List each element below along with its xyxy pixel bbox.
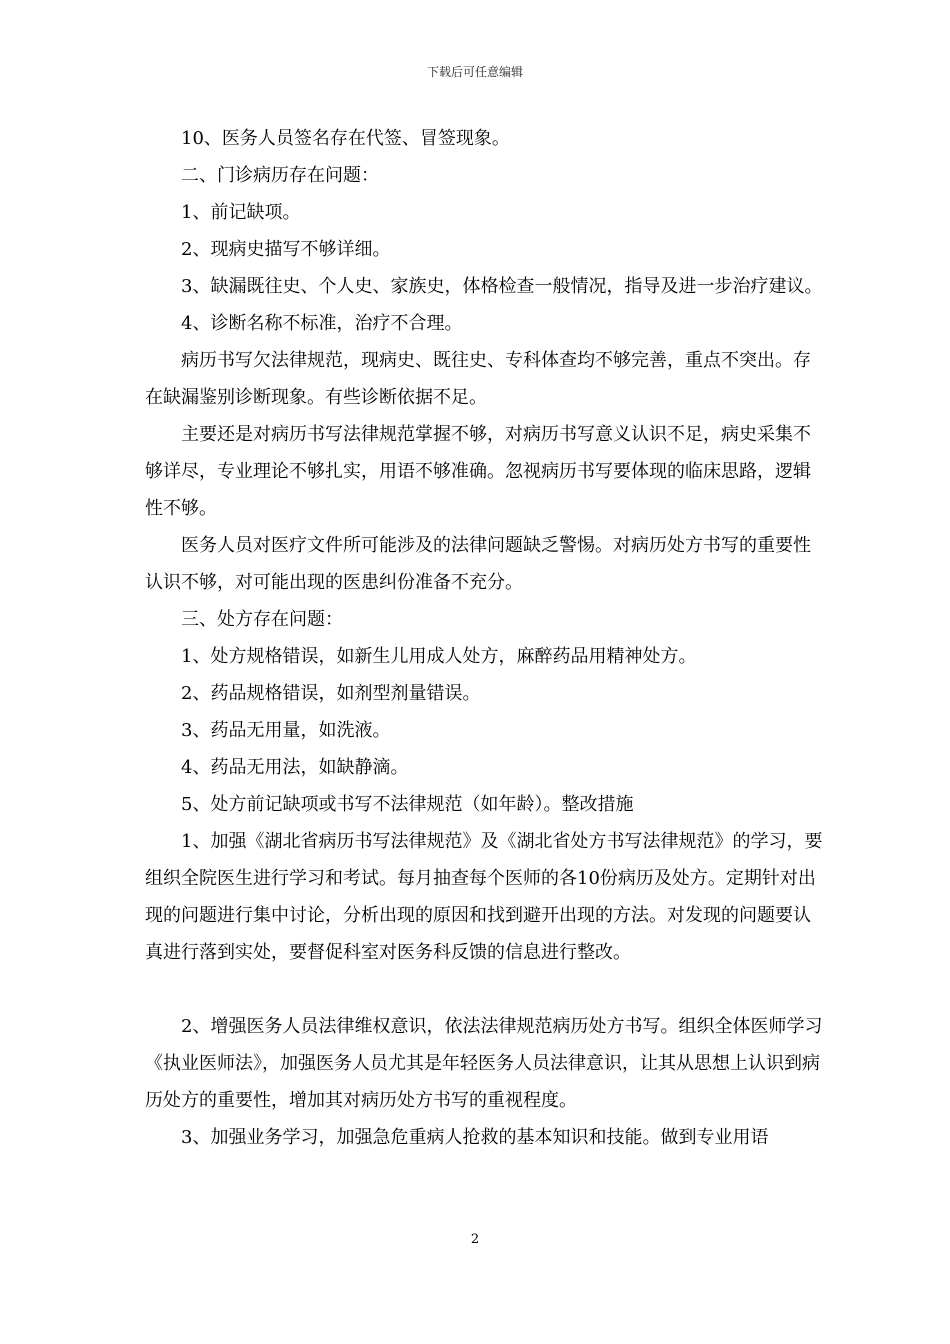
document-body — [145, 120, 825, 1156]
list-item: 3、药品无用量，如洗液。 — [181, 720, 391, 741]
list-item: 2、现病史描写不够详细。 — [181, 239, 391, 260]
measure-item: 2、增强医务人员法律维权意识，依法法律规范病历处方书写。组织全体医师学习《执业医师法》，加强医务人员尤其是年轻医务人员法律意识，让其从思想上认识到病历处方的重要性，增加其对病历处方书写的重视程度。 — [145, 1016, 823, 1111]
measure-item: 3、加强业务学习，加强急危重病人抢救的基本知识和技能。做到专业用语 — [181, 1127, 769, 1148]
list-item: 3、缺漏既往史、个人史、家族史，体格检查一般情况，指导及进一步治疗建议。 — [181, 276, 823, 297]
list-item: 5、处方前记缺项或书写不法律规范（如年龄）。整改措施 — [181, 794, 634, 815]
section-heading-outpatient: 二、门诊病历存在问题： — [181, 165, 379, 186]
list-item: 1、前记缺项。 — [181, 202, 301, 223]
page-number: 2 — [470, 1232, 480, 1247]
list-item: 4、诊断名称不标准，治疗不合理。 — [181, 313, 463, 334]
list-item: 2、药品规格错误，如剂型剂量错误。 — [181, 683, 481, 704]
list-item: 1、处方规格错误，如新生儿用成人处方，麻醉药品用精神处方。 — [181, 646, 697, 667]
paragraph-signature-issue: 10、医务人员签名存在代签、冒签现象。 — [181, 128, 510, 149]
list-item: 4、药品无用法，如缺静滴。 — [181, 757, 409, 778]
paragraph-spacer — [145, 971, 825, 1008]
paragraph: 主要还是对病历书写法律规范掌握不够，对病历书写意义认识不足，病史采集不够详尽，专业理论不够扎实，用语不够准确。忽视病历书写要体现的临床思路，逻辑性不够。 — [145, 424, 811, 519]
section-heading-prescription: 三、处方存在问题： — [181, 609, 343, 630]
paragraph: 医务人员对医疗文件所可能涉及的法律问题缺乏警惕。对病历处方书写的重要性认识不够，对可能出现的医患纠份准备不充分。 — [145, 535, 811, 593]
page-header: 下载后可任意编辑 — [426, 65, 523, 79]
measure-item: 1、加强《湖北省病历书写法律规范》及《湖北省处方书写法律规范》的学习，要组织全院医生进行学习和考试。每月抽查每个医师的各10份病历及处方。定期针对出现的问题进行集中讨论，分析出现的原因和找到避开出现的方法。对发现的问题要认真进行落到实处，要督促科室对医务科反馈的信息进行整改。 — [145, 831, 823, 963]
paragraph: 病历书写欠法律规范，现病史、既往史、专科体查均不够完善，重点不突出。存在缺漏鉴别诊断现象。有些诊断依据不足。 — [145, 350, 811, 408]
